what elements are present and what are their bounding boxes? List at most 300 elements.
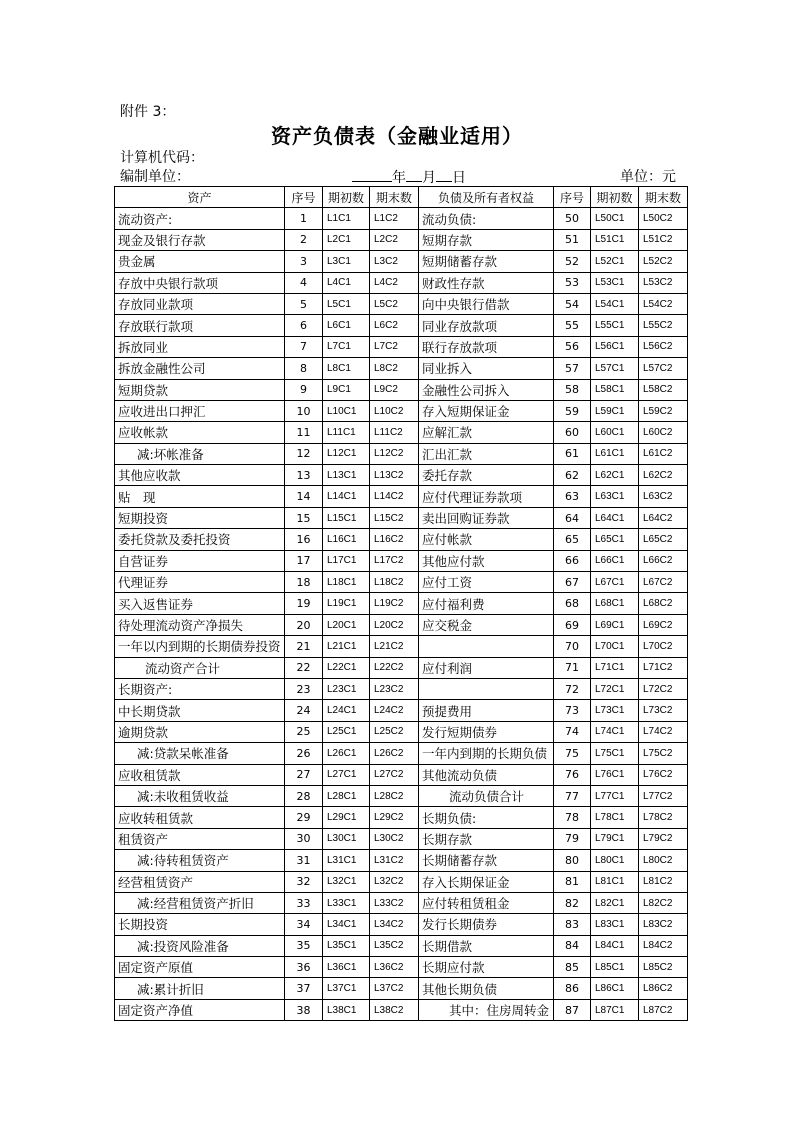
liability-item [419, 636, 554, 657]
asset-item: 贵金属 [115, 251, 285, 272]
asset-item: 流动资产: [115, 208, 285, 229]
asset-beginning: L35C1 [323, 935, 370, 956]
asset-seq: 27 [285, 764, 323, 785]
table-row [115, 850, 688, 871]
asset-beginning: L1C1 [323, 208, 370, 229]
liability-ending: L75C2 [639, 743, 688, 764]
liability-item: 金融性公司拆入 [419, 379, 554, 400]
liability-item: 存入短期保证金 [419, 400, 554, 421]
asset-seq: 4 [285, 272, 323, 293]
asset-item: 自营证券 [115, 550, 285, 571]
liability-ending: L51C2 [639, 229, 688, 250]
liability-beginning: L73C1 [591, 700, 639, 721]
asset-ending: L2C2 [370, 229, 419, 250]
liability-item: 预提费用 [419, 700, 554, 721]
asset-seq: 6 [285, 315, 323, 336]
liability-item: 汇出汇款 [419, 443, 554, 464]
liability-seq: 79 [554, 828, 591, 849]
asset-item: 拆放同业 [115, 336, 285, 357]
asset-ending: L23C2 [370, 678, 419, 699]
table-row [115, 721, 688, 742]
liability-ending: L64C2 [639, 507, 688, 528]
liability-item: 短期存款 [419, 229, 554, 250]
asset-item: 待处理流动资产净损失 [115, 614, 285, 635]
asset-beginning: L38C1 [323, 999, 370, 1020]
liability-beginning: L71C1 [591, 657, 639, 678]
currency-unit: 单位：元 [620, 169, 676, 185]
liability-item: 应付转租赁租金 [419, 892, 554, 913]
asset-ending: L24C2 [370, 700, 419, 721]
asset-item: 长期资产: [115, 678, 285, 699]
asset-seq: 10 [285, 400, 323, 421]
liability-seq: 76 [554, 764, 591, 785]
liability-beginning: L52C1 [591, 251, 639, 272]
asset-item: 代理证券 [115, 572, 285, 593]
liability-ending: L63C2 [639, 486, 688, 507]
liability-seq: 52 [554, 251, 591, 272]
asset-seq: 28 [285, 785, 323, 806]
asset-ending: L28C2 [370, 785, 419, 806]
liability-seq: 53 [554, 272, 591, 293]
asset-seq: 29 [285, 807, 323, 828]
asset-ending: L25C2 [370, 721, 419, 742]
day-blank [436, 166, 452, 182]
asset-seq: 23 [285, 678, 323, 699]
liability-beginning: L62C1 [591, 465, 639, 486]
table-row [115, 379, 688, 400]
liability-beginning: L83C1 [591, 914, 639, 935]
liability-item: 其他流动负债 [419, 764, 554, 785]
asset-seq: 33 [285, 892, 323, 913]
liability-beginning: L77C1 [591, 785, 639, 806]
table-row [115, 272, 688, 293]
liability-item: 流动负债合计 [419, 785, 554, 806]
liability-item: 长期储蓄存款 [419, 850, 554, 871]
asset-beginning: L10C1 [323, 400, 370, 421]
liability-beginning: L75C1 [591, 743, 639, 764]
liability-beginning: L87C1 [591, 999, 639, 1020]
liability-seq: 72 [554, 678, 591, 699]
liability-seq: 73 [554, 700, 591, 721]
liability-item: 向中央银行借款 [419, 293, 554, 314]
year-blank [352, 166, 392, 182]
table-row [115, 957, 688, 978]
table-row [115, 572, 688, 593]
liability-item: 其他应付款 [419, 550, 554, 571]
liability-beginning: L78C1 [591, 807, 639, 828]
liability-ending: L58C2 [639, 379, 688, 400]
asset-ending: L20C2 [370, 614, 419, 635]
asset-seq: 5 [285, 293, 323, 314]
table-row [115, 529, 688, 550]
liability-seq: 82 [554, 892, 591, 913]
asset-ending: L3C2 [370, 251, 419, 272]
liability-ending: L69C2 [639, 614, 688, 635]
asset-beginning: L14C1 [323, 486, 370, 507]
asset-beginning: L32C1 [323, 871, 370, 892]
asset-seq: 16 [285, 529, 323, 550]
liability-ending: L55C2 [639, 315, 688, 336]
liability-item: 应付利润 [419, 657, 554, 678]
liability-beginning: L50C1 [591, 208, 639, 229]
liability-item: 长期存款 [419, 828, 554, 849]
table-row [115, 743, 688, 764]
asset-seq: 13 [285, 465, 323, 486]
liability-ending: L56C2 [639, 336, 688, 357]
liability-seq: 55 [554, 315, 591, 336]
liability-beginning: L63C1 [591, 486, 639, 507]
liability-ending: L62C2 [639, 465, 688, 486]
liability-item: 长期应付款 [419, 957, 554, 978]
asset-beginning: L25C1 [323, 721, 370, 742]
liability-item: 应解汇款 [419, 422, 554, 443]
table-row [115, 358, 688, 379]
asset-seq: 17 [285, 550, 323, 571]
table-row [115, 336, 688, 357]
liability-seq: 78 [554, 807, 591, 828]
asset-ending: L12C2 [370, 443, 419, 464]
table-row [115, 593, 688, 614]
asset-seq: 31 [285, 850, 323, 871]
asset-beginning: L9C1 [323, 379, 370, 400]
liability-beginning: L72C1 [591, 678, 639, 699]
asset-ending: L38C2 [370, 999, 419, 1020]
asset-beginning: L11C1 [323, 422, 370, 443]
asset-beginning: L21C1 [323, 636, 370, 657]
asset-seq: 12 [285, 443, 323, 464]
liability-beginning: L81C1 [591, 871, 639, 892]
liability-beginning: L53C1 [591, 272, 639, 293]
table-row [115, 229, 688, 250]
unit-line [120, 166, 676, 186]
header-seq: 序号 [554, 187, 591, 208]
asset-ending: L13C2 [370, 465, 419, 486]
liability-seq: 74 [554, 721, 591, 742]
liability-beginning: L86C1 [591, 978, 639, 999]
liability-beginning: L58C1 [591, 379, 639, 400]
liability-beginning: L67C1 [591, 572, 639, 593]
liability-seq: 63 [554, 486, 591, 507]
asset-beginning: L3C1 [323, 251, 370, 272]
asset-beginning: L20C1 [323, 614, 370, 635]
liability-beginning: L60C1 [591, 422, 639, 443]
asset-seq: 38 [285, 999, 323, 1020]
liability-item: 应付福利费 [419, 593, 554, 614]
liability-seq: 69 [554, 614, 591, 635]
asset-beginning: L16C1 [323, 529, 370, 550]
liability-ending: L74C2 [639, 721, 688, 742]
liability-beginning: L66C1 [591, 550, 639, 571]
asset-ending: L14C2 [370, 486, 419, 507]
month-blank [406, 166, 422, 182]
liability-ending: L83C2 [639, 914, 688, 935]
asset-beginning: L34C1 [323, 914, 370, 935]
liability-item: 同业存放款项 [419, 315, 554, 336]
asset-beginning: L18C1 [323, 572, 370, 593]
asset-seq: 1 [285, 208, 323, 229]
asset-seq: 14 [285, 486, 323, 507]
asset-seq: 7 [285, 336, 323, 357]
liability-seq: 66 [554, 550, 591, 571]
liability-item: 发行短期债券 [419, 721, 554, 742]
asset-item: 存放中央银行款项 [115, 272, 285, 293]
asset-ending: L8C2 [370, 358, 419, 379]
asset-ending: L11C2 [370, 422, 419, 443]
liability-ending: L73C2 [639, 700, 688, 721]
asset-seq: 18 [285, 572, 323, 593]
asset-seq: 21 [285, 636, 323, 657]
page-title: 资产负债表（金融业适用） [271, 124, 523, 148]
liability-item: 其他长期负债 [419, 978, 554, 999]
asset-ending: L4C2 [370, 272, 419, 293]
table-row [115, 700, 688, 721]
asset-ending: L16C2 [370, 529, 419, 550]
liability-item: 应付工资 [419, 572, 554, 593]
asset-seq: 37 [285, 978, 323, 999]
liability-ending: L84C2 [639, 935, 688, 956]
liability-beginning: L84C1 [591, 935, 639, 956]
asset-beginning: L17C1 [323, 550, 370, 571]
asset-item: 存放同业款项 [115, 293, 285, 314]
asset-ending: L21C2 [370, 636, 419, 657]
liability-seq: 60 [554, 422, 591, 443]
header-beginning: 期初数 [591, 187, 639, 208]
liability-item: 委托存款 [419, 465, 554, 486]
date-fields [352, 166, 466, 187]
asset-ending: L37C2 [370, 978, 419, 999]
liability-seq: 59 [554, 400, 591, 421]
asset-item: 买入返售证券 [115, 593, 285, 614]
liability-beginning: L61C1 [591, 443, 639, 464]
liability-beginning: L54C1 [591, 293, 639, 314]
asset-item: 减:未收租赁收益 [115, 785, 285, 806]
liability-ending: L87C2 [639, 999, 688, 1020]
liability-item: 应付帐款 [419, 529, 554, 550]
asset-seq: 35 [285, 935, 323, 956]
asset-ending: L27C2 [370, 764, 419, 785]
table-row [115, 828, 688, 849]
asset-seq: 34 [285, 914, 323, 935]
asset-seq: 2 [285, 229, 323, 250]
table-row [115, 999, 688, 1020]
asset-beginning: L29C1 [323, 807, 370, 828]
asset-seq: 22 [285, 657, 323, 678]
liability-seq: 86 [554, 978, 591, 999]
asset-beginning: L24C1 [323, 700, 370, 721]
liability-ending: L86C2 [639, 978, 688, 999]
asset-beginning: L27C1 [323, 764, 370, 785]
liability-item: 财政性存款 [419, 272, 554, 293]
liability-seq: 51 [554, 229, 591, 250]
liability-ending: L59C2 [639, 400, 688, 421]
table-row [115, 764, 688, 785]
liability-item: 长期借款 [419, 935, 554, 956]
liability-seq: 70 [554, 636, 591, 657]
liability-seq: 87 [554, 999, 591, 1020]
asset-seq: 25 [285, 721, 323, 742]
asset-ending: L9C2 [370, 379, 419, 400]
asset-seq: 9 [285, 379, 323, 400]
asset-item: 中长期贷款 [115, 700, 285, 721]
asset-ending: L35C2 [370, 935, 419, 956]
asset-item: 减:待转租赁资产 [115, 850, 285, 871]
liability-item: 卖出回购证券款 [419, 507, 554, 528]
liability-seq: 67 [554, 572, 591, 593]
liability-seq: 50 [554, 208, 591, 229]
table-row [115, 443, 688, 464]
table-row [115, 892, 688, 913]
asset-beginning: L22C1 [323, 657, 370, 678]
asset-ending: L36C2 [370, 957, 419, 978]
asset-ending: L6C2 [370, 315, 419, 336]
liability-ending: L78C2 [639, 807, 688, 828]
table-row [115, 465, 688, 486]
liability-beginning: L51C1 [591, 229, 639, 250]
asset-ending: L15C2 [370, 507, 419, 528]
asset-ending: L31C2 [370, 850, 419, 871]
liability-ending: L67C2 [639, 572, 688, 593]
asset-beginning: L6C1 [323, 315, 370, 336]
asset-item: 应收转租赁款 [115, 807, 285, 828]
asset-ending: L10C2 [370, 400, 419, 421]
asset-beginning: L37C1 [323, 978, 370, 999]
table-row [115, 785, 688, 806]
table-row [115, 293, 688, 314]
liability-item: 存入长期保证金 [419, 871, 554, 892]
asset-ending: L29C2 [370, 807, 419, 828]
table-row [115, 507, 688, 528]
asset-item: 减:经营租赁资产折旧 [115, 892, 285, 913]
liability-beginning: L55C1 [591, 315, 639, 336]
liability-beginning: L76C1 [591, 764, 639, 785]
asset-beginning: L33C1 [323, 892, 370, 913]
liability-ending: L77C2 [639, 785, 688, 806]
asset-seq: 32 [285, 871, 323, 892]
asset-beginning: L13C1 [323, 465, 370, 486]
liability-ending: L85C2 [639, 957, 688, 978]
liability-seq: 80 [554, 850, 591, 871]
liability-seq: 58 [554, 379, 591, 400]
liability-beginning: L74C1 [591, 721, 639, 742]
liability-seq: 84 [554, 935, 591, 956]
liability-ending: L57C2 [639, 358, 688, 379]
liability-seq: 71 [554, 657, 591, 678]
computer-code-label: 计算机代码： [120, 150, 204, 166]
asset-seq: 11 [285, 422, 323, 443]
liability-beginning: L80C1 [591, 850, 639, 871]
table-row [115, 315, 688, 336]
table-row [115, 978, 688, 999]
asset-item: 减:坏帐准备 [115, 443, 285, 464]
liability-beginning: L57C1 [591, 358, 639, 379]
liability-beginning: L68C1 [591, 593, 639, 614]
asset-item: 长期投资 [115, 914, 285, 935]
table-row [115, 807, 688, 828]
liability-ending: L52C2 [639, 251, 688, 272]
liability-ending: L54C2 [639, 293, 688, 314]
liability-ending: L53C2 [639, 272, 688, 293]
preparing-unit-label: 编制单位： [120, 169, 190, 185]
liability-item: 一年内到期的长期负债 [419, 743, 554, 764]
liability-ending: L80C2 [639, 850, 688, 871]
header-ending: 期末数 [370, 187, 419, 208]
asset-ending: L26C2 [370, 743, 419, 764]
year-label: 年 [392, 170, 406, 186]
liability-item: 发行长期债券 [419, 914, 554, 935]
asset-item: 减:累计折旧 [115, 978, 285, 999]
liability-item: 流动负债: [419, 208, 554, 229]
asset-item: 租赁资产 [115, 828, 285, 849]
liability-item: 短期储蓄存款 [419, 251, 554, 272]
liability-ending: L66C2 [639, 550, 688, 571]
table-row [115, 251, 688, 272]
asset-item: 流动资产合计 [115, 657, 285, 678]
asset-beginning: L5C1 [323, 293, 370, 314]
liability-ending: L68C2 [639, 593, 688, 614]
asset-item: 应收租赁款 [115, 764, 285, 785]
asset-beginning: L26C1 [323, 743, 370, 764]
asset-item: 固定资产原值 [115, 957, 285, 978]
asset-ending: L30C2 [370, 828, 419, 849]
asset-ending: L33C2 [370, 892, 419, 913]
liability-seq: 56 [554, 336, 591, 357]
liability-beginning: L59C1 [591, 400, 639, 421]
asset-ending: L22C2 [370, 657, 419, 678]
asset-item: 固定资产净值 [115, 999, 285, 1020]
asset-seq: 3 [285, 251, 323, 272]
asset-ending: L17C2 [370, 550, 419, 571]
liability-ending: L82C2 [639, 892, 688, 913]
table-row [115, 657, 688, 678]
asset-item: 其他应收款 [115, 465, 285, 486]
liability-ending: L65C2 [639, 529, 688, 550]
asset-item: 逾期贷款 [115, 721, 285, 742]
liability-beginning: L85C1 [591, 957, 639, 978]
asset-item: 减:投资风险准备 [115, 935, 285, 956]
asset-ending: L32C2 [370, 871, 419, 892]
asset-beginning: L15C1 [323, 507, 370, 528]
table-row [115, 550, 688, 571]
asset-item: 应收帐款 [115, 422, 285, 443]
asset-item: 委托贷款及委托投资 [115, 529, 285, 550]
liability-seq: 77 [554, 785, 591, 806]
liability-beginning: L69C1 [591, 614, 639, 635]
asset-beginning: L36C1 [323, 957, 370, 978]
asset-seq: 8 [285, 358, 323, 379]
liability-seq: 62 [554, 465, 591, 486]
table-row [115, 486, 688, 507]
asset-item: 拆放金融性公司 [115, 358, 285, 379]
table-row [115, 208, 688, 229]
liability-ending: L70C2 [639, 636, 688, 657]
table-row [115, 871, 688, 892]
liability-seq: 61 [554, 443, 591, 464]
asset-beginning: L8C1 [323, 358, 370, 379]
asset-seq: 26 [285, 743, 323, 764]
liability-seq: 75 [554, 743, 591, 764]
liability-ending: L60C2 [639, 422, 688, 443]
asset-seq: 20 [285, 614, 323, 635]
asset-item: 短期贷款 [115, 379, 285, 400]
asset-seq: 30 [285, 828, 323, 849]
liability-beginning: L79C1 [591, 828, 639, 849]
liability-beginning: L82C1 [591, 892, 639, 913]
header-beginning: 期初数 [323, 187, 370, 208]
asset-ending: L7C2 [370, 336, 419, 357]
table-row [115, 914, 688, 935]
liability-ending: L71C2 [639, 657, 688, 678]
asset-ending: L5C2 [370, 293, 419, 314]
